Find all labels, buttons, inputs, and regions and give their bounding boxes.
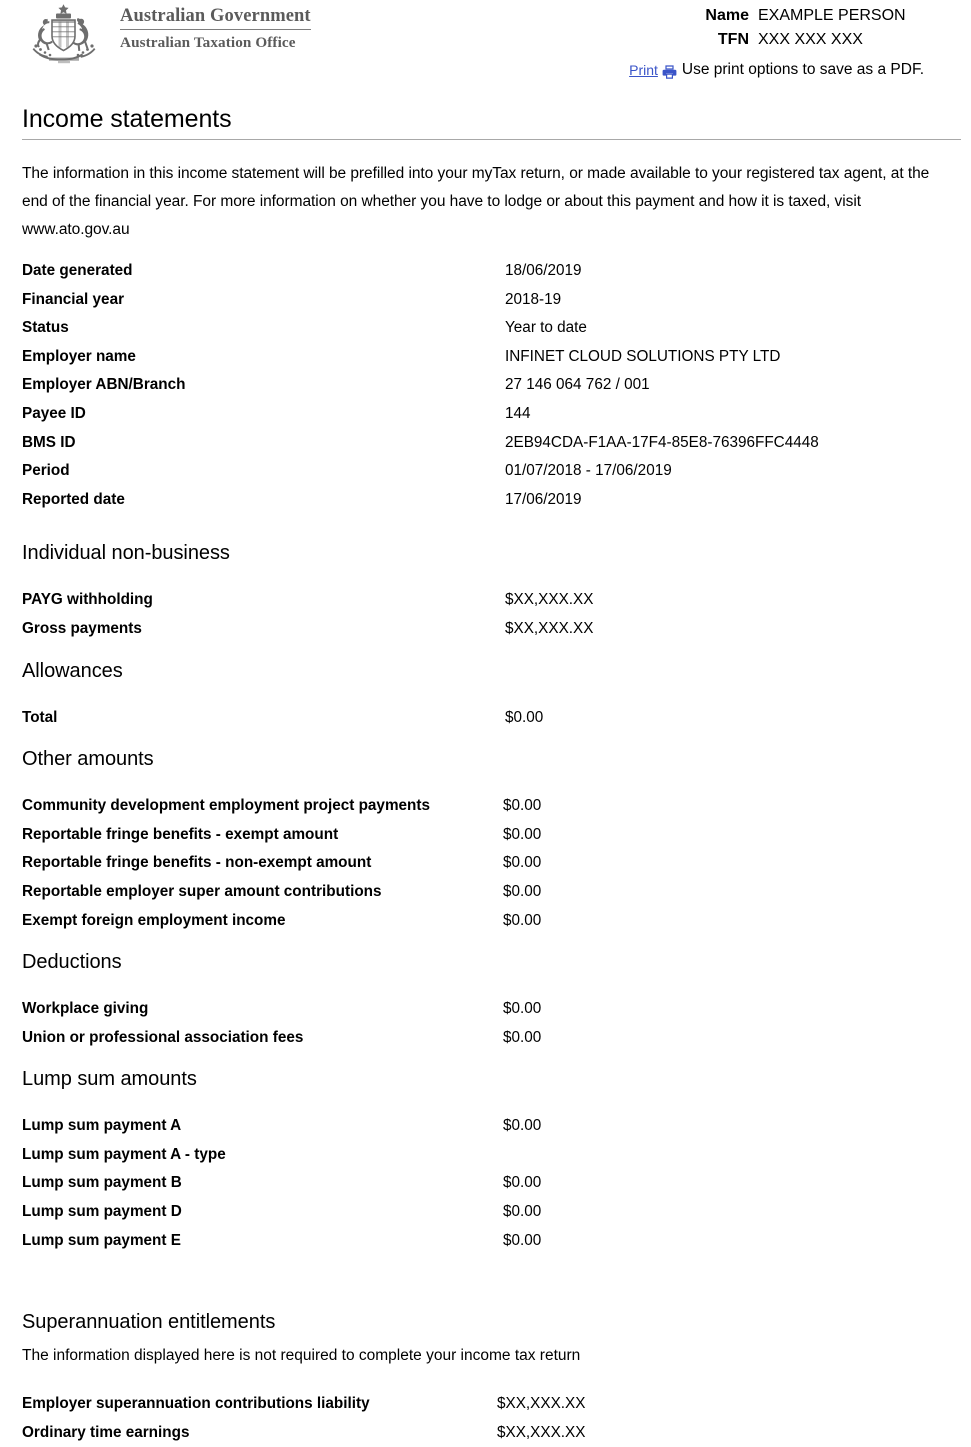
spacer — [0, 935, 971, 949]
row-value: $0.00 — [503, 1000, 542, 1018]
table-row — [0, 371, 971, 400]
table-row — [0, 615, 971, 644]
row-label: Lump sum payment D — [22, 1203, 182, 1221]
spacer — [0, 644, 971, 658]
row-value: $0.00 — [503, 1231, 542, 1249]
row-label: Exempt foreign employment income — [22, 911, 286, 929]
name-label: Name — [705, 7, 749, 24]
table-row — [0, 1169, 971, 1198]
table-row — [0, 995, 971, 1024]
row-label: Reported date — [22, 490, 125, 508]
row-label: Reportable employer super amount contributions — [22, 882, 382, 900]
spacer — [0, 732, 971, 746]
row-value: 144 — [505, 404, 531, 422]
row-value: $0.00 — [503, 825, 542, 843]
spacer — [0, 1052, 971, 1066]
section-heading-lump-sum-amounts: Lump sum amounts — [22, 1068, 197, 1091]
deductions-rows — [0, 995, 971, 1052]
row-value: $0.00 — [503, 882, 542, 900]
table-row — [0, 257, 971, 286]
spacer — [0, 1092, 971, 1099]
table-row — [0, 486, 971, 515]
printer-icon[interactable] — [662, 65, 677, 79]
row-value: $0.00 — [503, 854, 542, 872]
row-label: Status — [22, 319, 69, 337]
ato-branding — [14, 2, 311, 64]
table-row — [0, 907, 971, 936]
other-amounts-rows — [0, 792, 971, 935]
row-label: Employer ABN/Branch — [22, 376, 186, 394]
row-label: Gross payments — [22, 619, 142, 637]
australian-coat-of-arms-icon — [14, 2, 114, 64]
print-link[interactable]: Print — [629, 62, 658, 78]
section-heading-other-amounts: Other amounts — [22, 748, 154, 771]
row-value: $0.00 — [503, 797, 542, 815]
taxpayer-identity — [705, 4, 924, 52]
print-note: Use print options to save as a PDF. — [681, 61, 924, 78]
table-row — [0, 1112, 971, 1141]
table-row — [0, 1227, 971, 1256]
row-label: Financial year — [22, 290, 125, 308]
row-value: $0.00 — [503, 1117, 542, 1135]
spacer — [0, 514, 971, 540]
table-row — [0, 1419, 971, 1447]
table-row — [0, 457, 971, 486]
table-row — [0, 314, 971, 343]
row-value: $0.00 — [503, 911, 542, 929]
table-row — [0, 1141, 971, 1170]
row-value: $0.00 — [503, 1174, 542, 1192]
spacer — [0, 1370, 971, 1377]
spacer — [0, 1255, 971, 1295]
row-label: Total — [22, 708, 58, 726]
page-header — [0, 0, 971, 96]
row-value: Year to date — [505, 319, 587, 337]
spacer — [0, 975, 971, 982]
lump-sum-rows — [0, 1112, 971, 1255]
table-row — [0, 400, 971, 429]
row-label: Lump sum payment B — [22, 1174, 182, 1192]
table-row — [0, 821, 971, 850]
row-label: Lump sum payment E — [22, 1231, 181, 1249]
australian-government-text: Australian Government — [120, 6, 311, 30]
row-value: $0.00 — [505, 708, 544, 726]
row-label: BMS ID — [22, 433, 76, 451]
table-row — [0, 704, 971, 733]
page-title: Income statements — [22, 105, 232, 133]
row-value: $XX,XXX.XX — [497, 1395, 586, 1413]
table-row — [0, 878, 971, 907]
australian-taxation-office-text: Australian Taxation Office — [120, 34, 296, 51]
table-row — [0, 586, 971, 615]
table-row — [0, 286, 971, 315]
row-label: Payee ID — [22, 404, 86, 422]
spacer — [0, 684, 971, 691]
intro-paragraph: The information in this income statement will be prefilled into your myTax return, or made available to your registered tax agent, at the end of the financial year. For more information on whether you have to lodge or about this payment and how it is taxed, visit www.ato.gov.au — [22, 165, 930, 238]
table-row — [0, 343, 971, 372]
spacer — [0, 566, 971, 573]
row-label: Lump sum payment A — [22, 1117, 182, 1135]
section-heading-deductions: Deductions — [22, 951, 122, 974]
row-label: Ordinary time earnings — [22, 1423, 190, 1441]
table-row — [0, 792, 971, 821]
section-heading-allowances: Allowances — [22, 659, 123, 682]
individual-non-business-rows — [0, 586, 971, 643]
row-value: $XX,XXX.XX — [497, 1423, 586, 1441]
row-label: Community development employment project payments — [22, 797, 430, 815]
spacer — [0, 772, 971, 779]
tfn-row — [705, 28, 924, 52]
row-label: Period — [22, 462, 70, 480]
tfn-label: TFN — [717, 31, 749, 48]
allowances-rows — [0, 704, 971, 733]
table-row — [0, 429, 971, 458]
spacer — [0, 1295, 971, 1309]
title-divider — [22, 139, 961, 140]
name-value: EXAMPLE PERSON — [758, 7, 906, 24]
ato-wordmark — [120, 2, 311, 53]
table-row — [0, 1390, 971, 1419]
superannuation-note: The information displayed here is not required to complete your income tax return — [22, 1347, 581, 1365]
row-label: Union or professional association fees — [22, 1028, 304, 1046]
spacer — [0, 1335, 971, 1342]
row-value: $XX,XXX.XX — [505, 619, 594, 637]
row-label: Workplace giving — [22, 1000, 149, 1018]
table-row — [0, 1024, 971, 1053]
row-value: 2EB94CDA-F1AA-17F4-85E8-76396FFC4448 — [505, 433, 819, 451]
tfn-value: XXX XXX XXX — [758, 31, 863, 48]
row-label: Reportable fringe benefits - exempt amount — [22, 825, 339, 843]
row-value: 01/07/2018 - 17/06/2019 — [505, 462, 672, 480]
name-row — [705, 4, 924, 28]
row-label: Reportable fringe benefits - non-exempt amount — [22, 854, 372, 872]
row-value: $0.00 — [503, 1028, 542, 1046]
row-value: $XX,XXX.XX — [505, 591, 594, 609]
section-heading-individual-non-business: Individual non-business — [22, 542, 230, 565]
table-row — [0, 849, 971, 878]
table-row — [0, 1198, 971, 1227]
row-value: 27 146 064 762 / 001 — [505, 376, 650, 394]
row-value: 2018-19 — [505, 290, 562, 308]
row-label: Lump sum payment A - type — [22, 1145, 226, 1163]
statement-details — [0, 257, 971, 514]
section-heading-superannuation-entitlements: Superannuation entitlements — [22, 1311, 276, 1334]
row-label: PAYG withholding — [22, 591, 153, 609]
row-value: INFINET CLOUD SOLUTIONS PTY LTD — [505, 347, 781, 365]
superannuation-rows — [0, 1390, 971, 1447]
row-label: Employer name — [22, 347, 136, 365]
row-label: Employer superannuation contributions liability — [22, 1395, 370, 1413]
row-value: 17/06/2019 — [505, 490, 582, 508]
row-value: $0.00 — [503, 1203, 542, 1221]
row-label: Date generated — [22, 262, 133, 279]
row-value: 18/06/2019 — [505, 262, 582, 279]
print-row — [629, 61, 924, 79]
